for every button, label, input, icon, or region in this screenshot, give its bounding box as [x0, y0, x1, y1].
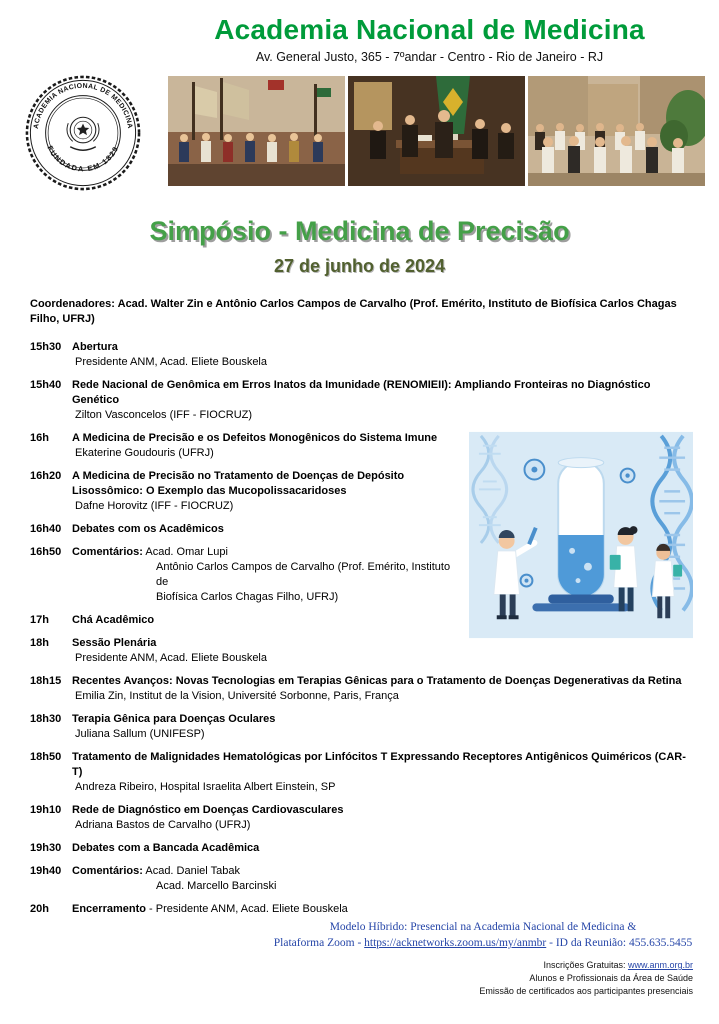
schedule-time: 18h30: [30, 713, 62, 725]
anm-seal-logo: [24, 74, 142, 192]
schedule-time: 16h50: [30, 546, 62, 558]
schedule-row-18h15: [30, 674, 693, 704]
schedule-row-18h50: [30, 750, 693, 795]
seal-bottom-text: FUNDADA EM 1829: [45, 144, 121, 174]
session-title: Comentários:: [72, 546, 143, 558]
schedule-time: 16h20: [30, 470, 62, 482]
session-title: Rede de Diagnóstico em Doenças Cardiovasculares: [72, 804, 344, 816]
hybrid-zoom-prefix: Plataforma Zoom -: [273, 937, 365, 949]
page-title: Academia Nacional de Medicina: [214, 14, 645, 45]
schedule-time: 17h: [30, 614, 49, 626]
session-title: Comentários:: [72, 865, 143, 877]
painting-strip: [168, 76, 705, 186]
session-speaker-inline: Acad. Omar Lupi: [145, 546, 228, 558]
session-title: A Medicina de Precisão no Tratamento de Doenças de Depósito Lisossômico: O Exemplo das Mucopolissacaridoses: [72, 470, 405, 497]
schedule-row-15h40: [30, 378, 693, 423]
schedule-content: [72, 864, 693, 894]
session-detail: Ekaterine Goudouris (UFRJ): [75, 447, 214, 459]
schedule-time: 19h40: [30, 865, 62, 877]
schedule-content: [72, 712, 693, 742]
schedule-time: 15h40: [30, 379, 62, 391]
hybrid-info: [273, 919, 693, 951]
registration-label: Inscrições Gratuitas:: [543, 960, 628, 970]
schedule-row-19h30: [30, 841, 693, 856]
session-detail: Antônio Carlos Campos de Carvalho (Prof. Emérito, Instituto de: [156, 561, 451, 588]
schedule-content: [72, 613, 457, 628]
schedule-row-18h: [30, 636, 457, 666]
schedule-content: [72, 674, 693, 704]
schedule-time: 16h40: [30, 523, 62, 535]
session-title: Abertura: [72, 341, 118, 353]
registration-info: [30, 959, 693, 998]
event-banner: [0, 216, 719, 277]
schedule-content: [72, 902, 693, 917]
schedule-time: 16h: [30, 432, 49, 444]
session-detail: Dafne Horovitz (IFF - FIOCRUZ): [75, 500, 234, 512]
schedule-row-19h10: [30, 803, 693, 833]
schedule-content: [72, 803, 693, 833]
schedule-content: [72, 841, 693, 856]
session-title: Chá Acadêmico: [72, 614, 155, 626]
event-title: Simpósio - Medicina de Precisão: [149, 216, 570, 246]
schedule-time: 18h: [30, 637, 49, 649]
seal-top-text: ACADEMIA NACIONAL DE MEDICINA: [32, 82, 134, 130]
schedule-content: [72, 340, 693, 370]
painting-signing-scene: [348, 76, 525, 186]
coordinators-text: Acad. Walter Zin e Antônio Carlos Campos de Carvalho (Prof. Emérito, Instituto de Biofísica Carlos Chagas Filho, UFRJ): [30, 298, 677, 325]
hybrid-line1: Modelo Híbrido: Presencial na Academia Nacional de Medicina &: [329, 921, 637, 933]
session-detail: Juliana Sallum (UNIFESP): [75, 728, 205, 740]
certificates-line: Emissão de certificados aos participantes presenciais: [479, 986, 693, 996]
session-title: Tratamento de Malignidades Hematológicas por Linfócitos T Expressando Receptores Antigênicos Quiméricos (CAR-T): [72, 751, 686, 778]
painting-harbor-scene: [168, 76, 345, 186]
session-title: Recentes Avanços: Novas Tecnologias em Terapias Gênicas para o Tratamento de Doenças Degenerativas da Retina: [72, 675, 682, 687]
schedule-time: 20h: [30, 903, 49, 915]
session-title: A Medicina de Precisão e os Defeitos Monogênicos do Sistema Imune: [72, 432, 438, 444]
audience-line: Alunos e Profissionais da Área de Saúde: [529, 973, 693, 983]
session-title: Terapia Gênica para Doenças Oculares: [72, 713, 276, 725]
schedule-row-20h: [30, 902, 693, 917]
session-title: Debates com a Bancada Acadêmica: [72, 842, 260, 854]
schedule-row-15h30: [30, 340, 693, 370]
session-detail: Adriana Bastos de Carvalho (UFRJ): [75, 819, 251, 831]
session-title: Rede Nacional de Genômica em Erros Inatos da Imunidade (RENOMIEII): Ampliando Fronteiras no Diagnóstico Genético: [72, 379, 651, 406]
header-media-row: [0, 74, 719, 192]
schedule-content: [72, 522, 457, 537]
hybrid-line2: [273, 935, 693, 951]
schedule-time: 18h15: [30, 675, 62, 687]
schedule-time: 15h30: [30, 341, 62, 353]
coordinators-label: Coordenadores:: [30, 298, 115, 310]
session-detail: Zilton Vasconcelos (IFF - FIOCRUZ): [75, 409, 253, 421]
zoom-meeting-link[interactable]: https://acknetworks.zoom.us/my/anmbr: [364, 937, 547, 949]
schedule-content: [72, 378, 693, 423]
schedule-content: [72, 469, 457, 514]
session-detail: Biofísica Carlos Chagas Filho, UFRJ): [156, 591, 339, 603]
header-address: Av. General Justo, 365 - 7ºandar - Centro - Rio de Janeiro - RJ: [255, 50, 604, 64]
science-lab-illustration: [469, 431, 693, 639]
session-title: Debates com os Acadêmicos: [72, 523, 224, 535]
session-detail: Presidente ANM, Acad. Eliete Bouskela: [75, 652, 267, 664]
program: [30, 297, 693, 998]
schedule-content: [72, 636, 457, 666]
session-detail: Andreza Ribeiro, Hospital Israelita Albert Einstein, SP: [75, 781, 336, 793]
session-title: Encerramento: [72, 903, 146, 915]
session-title: Sessão Plenária: [72, 637, 157, 649]
painting-doctors-group: [528, 76, 705, 186]
session-detail: Emilia Zin, Institut de la Vision, Université Sorbonne, Paris, França: [75, 690, 399, 702]
schedule-row-19h40: [30, 864, 693, 894]
anm-site-link[interactable]: www.anm.org.br: [627, 960, 693, 970]
session-detail: Presidente ANM, Acad. Eliete Bouskela: [75, 356, 267, 368]
schedule-content: [72, 545, 457, 605]
schedule-content: [72, 750, 693, 795]
hybrid-meeting-id: - ID da Reunião: 455.635.5455: [546, 937, 693, 949]
schedule-row-18h30: [30, 712, 693, 742]
schedule-row-16h50: [30, 545, 457, 605]
coordinators-line: [30, 297, 693, 327]
schedule-content: [72, 431, 457, 461]
event-date: 27 de junho de 2024: [273, 256, 446, 276]
session-detail: Acad. Marcello Barcinski: [156, 880, 277, 892]
session-speaker-inline: - Presidente ANM, Acad. Eliete Bouskela: [149, 903, 348, 915]
schedule-time: 18h50: [30, 751, 62, 763]
schedule-row-16h: [30, 431, 457, 461]
schedule-row-17h: [30, 613, 457, 628]
header: [140, 0, 719, 64]
schedule-time: 19h10: [30, 804, 62, 816]
schedule-row-16h40: [30, 522, 457, 537]
schedule-row-16h20: [30, 469, 457, 514]
registration-line: [30, 959, 693, 972]
schedule-time: 19h30: [30, 842, 62, 854]
session-speaker-inline: Acad. Daniel Tabak: [145, 865, 240, 877]
